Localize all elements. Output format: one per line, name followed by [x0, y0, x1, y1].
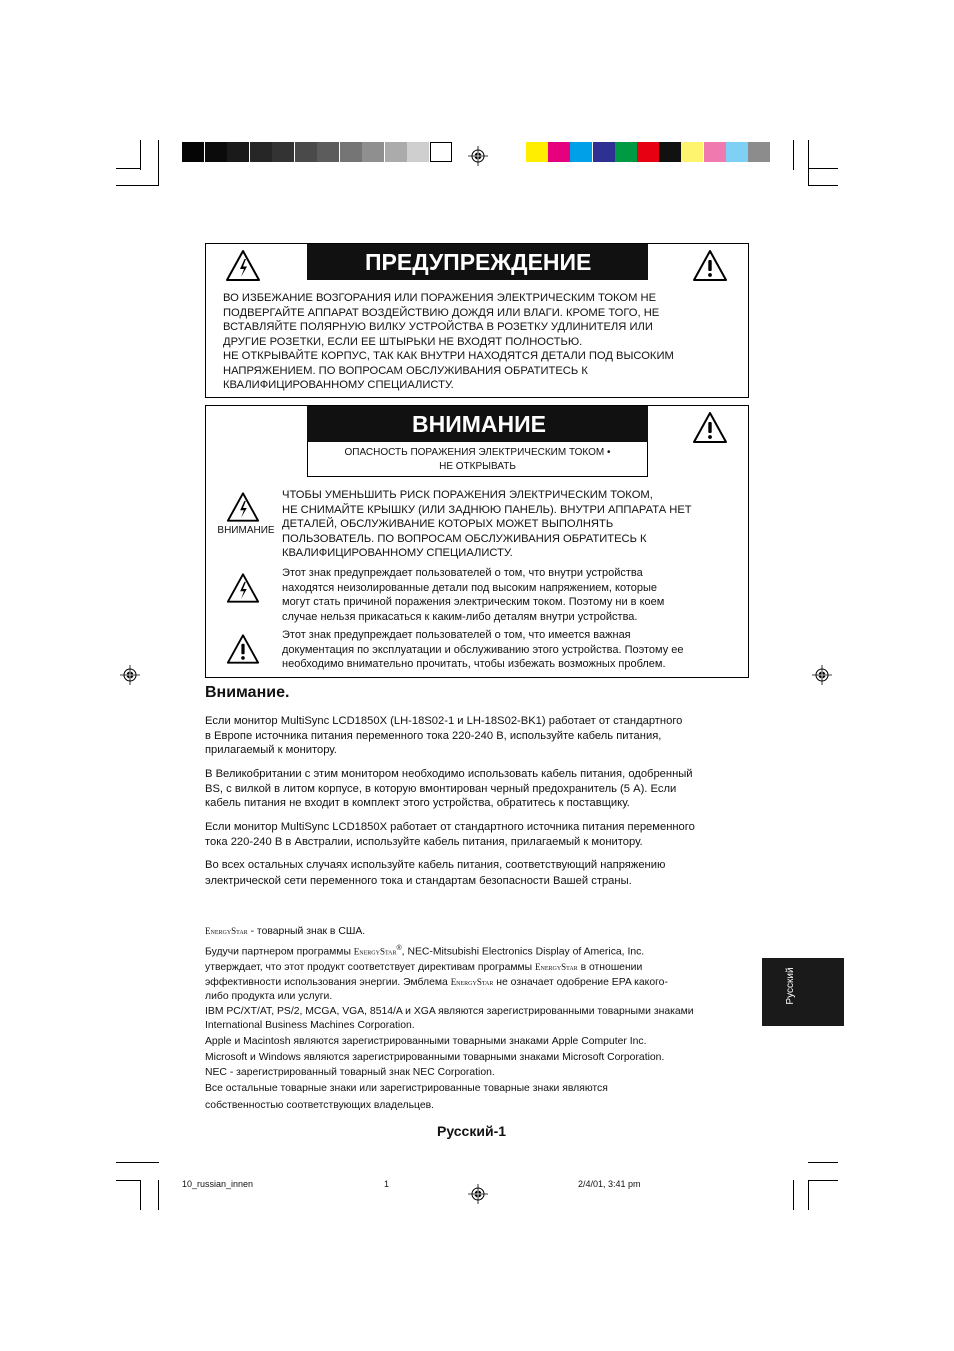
page-number-label: Русский-1: [437, 1123, 507, 1139]
language-side-tab-label: Русский: [785, 967, 796, 1005]
crop-mark: [793, 1180, 794, 1210]
crop-mark: [116, 168, 141, 169]
calibration-swatch: [615, 142, 637, 162]
calibration-swatch: [570, 142, 592, 162]
warning-text: ВО ИЗБЕЖАНИЕ ВОЗГОРАНИЯ ИЛИ ПОРАЖЕНИЯ ЭЛЕКТРИЧЕСКИМ ТОКОМ НЕ ПОДВЕРГАЙТЕ АППАРАТ ВОЗДЕЙСТВИЮ ДОЖДЯ ИЛИ ВЛАГИ. КРОМЕ ТОГО, НЕ ВСТАВЛЯЙТЕ ПОЛЯРНУЮ ВИЛКУ УСТРОЙСТВА В РОЗЕТКУ УДЛИНИТЕЛЯ ИЛИ ДРУГИЕ РОЗЕТКИ, ЕСЛИ ЕЕ ШТЫРЬКИ НЕ ВХОДЯТ ПОЛНОСТЬЮ. НЕ ОТКРЫВАЙТЕ КОРПУС, ТАК КАК ВНУТРИ НАХОДЯТСЯ ДЕТАЛИ ПОД ВЫСОКИМ НАПРЯЖЕНИЕМ. ПО ВОПРОСАМ ОБСЛУЖИВАНИЯ ОБРАТИТЕСЬ К КВАЛИФИЦИРОВАННОМУ СПЕЦИАЛИСТУ.: [223, 292, 674, 391]
calibration-swatch: [637, 142, 659, 162]
calibration-swatch: [362, 142, 384, 162]
crop-mark: [808, 168, 838, 169]
registration-mark-icon: [120, 665, 140, 685]
calibration-swatch: [526, 142, 548, 162]
danger-label-box: [307, 442, 648, 477]
calibration-swatch: [407, 142, 429, 162]
crop-mark: [808, 1180, 809, 1210]
crop-mark: [116, 1162, 159, 1163]
crop-mark: [116, 185, 159, 186]
lightning-warning-icon: [225, 249, 261, 282]
calibration-swatch: [726, 142, 748, 162]
attention-paragraph-3: Если монитор MultiSync LCD1850X работает от стандартного источника питания переменного тока 220-240 В в Австралии, используйте кабель питания, прилагаемый к монитору.: [205, 821, 695, 848]
crop-mark: [793, 140, 794, 170]
lightning-warning-icon: [226, 491, 260, 523]
crop-mark: [158, 1180, 159, 1210]
exclamation-symbol-explanation: Этот знак предупреждает пользователей о том, что имеется важная документация по эксплуатации и обслуживанию этого устройства. Поэтому ее необходимо внимательно прочитать, чтобы избежать возможных проблем.: [282, 629, 684, 670]
calibration-swatch: [704, 142, 726, 162]
calibration-swatch: [385, 142, 407, 162]
calibration-swatch: [340, 142, 362, 162]
registration-mark-icon: [812, 665, 832, 685]
calibration-swatch: [295, 142, 317, 162]
attention-paragraph-1: Если монитор MultiSync LCD1850X (LH-18S02-1 и LH-18S02-BK1) работает от стандартного в Европе источника питания переменного тока 220-240 В, используйте кабель питания, прилагаемый к монитору.: [205, 715, 683, 757]
calibration-swatch: [548, 142, 570, 162]
calibration-swatch: [272, 142, 294, 162]
calibration-swatch: [182, 142, 204, 162]
attention-paragraph-2: В Великобритании с этим монитором необходимо использовать кабель питания, одобренный BS, с вилкой в литом корпусе, в которую вмонтирован черный предохранитель (5 А). Если кабель питания не входит в комплект этого устройства, обратитесь к поставщику.: [205, 768, 693, 810]
crop-mark: [140, 140, 141, 170]
calibration-swatch: [748, 142, 770, 162]
slug-file-name: 10_russian_innen: [182, 1179, 254, 1189]
registration-mark-icon: [468, 1184, 488, 1204]
slug-page-number: 1: [384, 1179, 390, 1189]
calibration-swatch: [659, 142, 681, 162]
crop-mark: [808, 140, 809, 186]
caution-title: ВНИМАНИЕ: [307, 406, 648, 442]
caution-icon-label: ВНИМАНИЕ: [217, 525, 275, 536]
calibration-swatch: [430, 142, 452, 162]
crop-mark: [116, 1180, 141, 1181]
exclamation-warning-icon: [692, 249, 728, 282]
exclamation-warning-icon: [692, 411, 728, 444]
crop-mark: [158, 140, 159, 186]
crop-mark: [808, 1162, 838, 1163]
calibration-swatch: [681, 142, 703, 162]
registration-mark-icon: [468, 146, 488, 166]
attention-paragraph-4: Во всех остальных случаях используйте кабель питания, соответствующий напряжению электрической сети переменного тока и стандартам безопасности Вашей страны.: [205, 859, 666, 887]
attention-heading: Внимание.: [205, 684, 290, 701]
calibration-swatch: [593, 142, 615, 162]
crop-mark: [140, 1180, 141, 1210]
danger-line-2: НЕ ОТКРЫВАТЬ: [439, 461, 516, 472]
trademarks-block: EnergyStar - товарный знак в США. Будучи партнером программы EnergyStar®, NEC-Mitsubishi Electronics Display of America, Inc. утверждает, что этот продукт соответствует директивам программы EnergyStar в отношении эффективности использования энергии. Эмблема EnergyStar не означает одобрение EPA какого- либо продукта или услуги. IBM PC/XT/AT, PS/2, MCGA, VGA, 8514/A и XGA являются зарегистрированными товарными знаками International Business Machines Corporation. Apple и Macintosh являются зарегистрированными товарными знаками Apple Computer Inc. Microsoft и Windows являются зарегистрированными товарными знаками Microsoft Corporation. NEC - зарегистрированный товарный знак NEC Corporation. Все остальные товарные знаки или зарегистрированные товарные знаки являются собственностью соответствующих владельцев.: [205, 926, 694, 1111]
calibration-swatch: [205, 142, 227, 162]
slug-date: 2/4/01, 3:41 pm: [578, 1179, 641, 1189]
lightning-warning-icon: [226, 572, 260, 604]
lightning-symbol-explanation: Этот знак предупреждает пользователей о том, что внутри устройства находятся неизолированные детали под высоким напряжением, которые могут стать причиной поражения электрическим током. Поэтому ни в коем случае нельзя прикасаться к каким-либо деталям внутри устройства.: [282, 567, 665, 623]
danger-line-1: ОПАСНОСТЬ ПОРАЖЕНИЯ ЭЛЕКТРИЧЕСКИМ ТОКОМ •: [344, 447, 611, 458]
language-side-tab: [762, 958, 844, 1026]
warning-title: ПРЕДУПРЕЖДЕНИЕ: [307, 244, 648, 280]
calibration-swatch: [317, 142, 339, 162]
calibration-swatch: [250, 142, 272, 162]
crop-mark: [808, 1180, 838, 1181]
exclamation-warning-icon: [226, 633, 260, 665]
calibration-swatch: [227, 142, 249, 162]
crop-mark: [808, 185, 838, 186]
caution-text-caps: ЧТОБЫ УМЕНЬШИТЬ РИСК ПОРАЖЕНИЯ ЭЛЕКТРИЧЕСКИМ ТОКОМ, НЕ СНИМАЙТЕ КРЫШКУ (ИЛИ ЗАДНЮЮ ПАНЕЛЬ). ВНУТРИ АППАРАТА НЕТ ДЕТАЛЕЙ, ОБСЛУЖИВАНИЕ КОТОРЫХ МОЖЕТ ВЫПОЛНЯТЬ ПОЛЬЗОВАТЕЛЬ. ПО ВОПРОСАМ ОБСЛУЖИВАНИЯ ОБРАТИТЕСЬ К КВАЛИФИЦИРОВАННОМУ СПЕЦИАЛИСТУ.: [282, 489, 692, 559]
